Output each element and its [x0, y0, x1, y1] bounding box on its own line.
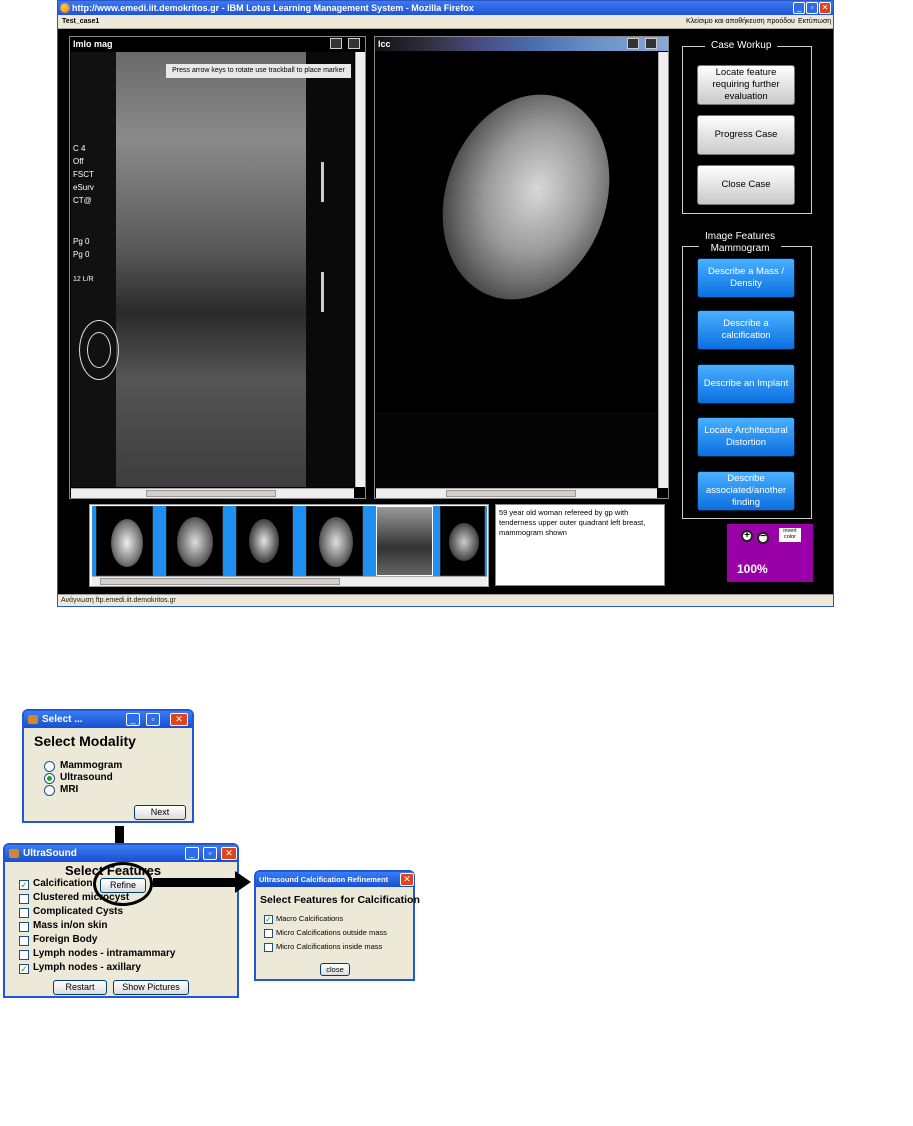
maximize-icon[interactable]: ▫ — [146, 713, 160, 726]
describe-implant-button[interactable]: Describe an Implant — [697, 364, 795, 404]
minimize-icon[interactable]: _ — [185, 847, 199, 860]
close-icon[interactable]: ✕ — [400, 873, 414, 886]
radio-mammogram[interactable] — [44, 761, 55, 772]
panel-title: lmlo mag — [73, 39, 113, 49]
progress-case-button[interactable]: Progress Case — [697, 115, 795, 155]
thumbnail-1[interactable] — [96, 506, 153, 576]
highlight-circle — [93, 862, 153, 906]
checkbox-clustered-microcyst[interactable] — [19, 894, 29, 904]
checkbox-foreign-body[interactable] — [19, 936, 29, 946]
refine-button[interactable]: Refine — [100, 878, 146, 893]
refinement-heading: Select Features for Calcification — [260, 894, 420, 906]
scan-labels: C 4 Off FSCT eSurv CT@ Pg 0 Pg 0 12 L/R — [73, 144, 94, 283]
checkbox-label: Mass in/on skin — [33, 920, 108, 931]
maximize-panel-icon[interactable] — [645, 38, 657, 49]
thumbnail-6[interactable] — [440, 506, 485, 576]
browser-title: http://www.emedi.iit.demokritos.gr - IBM Lotus Learning Management System - Mozilla Firefox — [72, 3, 474, 13]
radio-mri[interactable] — [44, 785, 55, 796]
thumbnail-5-selected[interactable] — [376, 506, 433, 576]
checkbox-label: Lymph nodes - intramammary — [33, 948, 176, 959]
reset-icon[interactable] — [330, 38, 342, 49]
close-case-button[interactable]: Close Case — [697, 165, 795, 205]
describe-mass-button[interactable]: Describe a Mass / Density — [697, 258, 795, 298]
case-workup-title: Case Workup — [705, 40, 777, 51]
hint-banner: Press arrow keys to rotate use trackball to place marker — [166, 64, 351, 78]
minimize-icon[interactable]: _ — [793, 2, 805, 14]
reset-icon[interactable] — [627, 38, 639, 49]
describe-calcification-button[interactable]: Describe a calcification — [697, 310, 795, 350]
locate-distortion-button[interactable]: Locate Architectural Distortion — [697, 417, 795, 457]
checkbox-label: Clustered microcyst — [33, 892, 130, 903]
thumbnail-3[interactable] — [236, 506, 293, 576]
checkbox-label: Calcification — [33, 878, 93, 889]
image-features-group — [682, 231, 812, 519]
print-link[interactable]: Εκτύπωση — [798, 18, 832, 25]
checkbox-macro[interactable]: ✓ — [265, 915, 272, 924]
maximize-icon[interactable]: ▫ — [203, 847, 217, 860]
arrowhead-icon — [235, 871, 251, 893]
select-modality-dialog — [22, 709, 194, 823]
maximize-icon[interactable]: ▫ — [806, 2, 818, 14]
browser-toolbar — [58, 15, 833, 29]
case-description: 59 year old woman refereed by gp with tenderness upper outer quadrant left breast, mammogram shown — [495, 504, 665, 586]
radio-ultrasound[interactable] — [44, 773, 55, 784]
radio-label: Ultrasound — [60, 772, 113, 783]
zoom-level: 100% — [737, 562, 768, 576]
browser-title-bar — [58, 1, 833, 15]
checkbox-label: Lymph nodes - axillary — [33, 962, 141, 973]
thumbnail-4[interactable] — [306, 506, 363, 576]
radio-label: Mammogram — [60, 760, 123, 771]
firefox-logo-icon — [60, 3, 70, 13]
dialog-title: UltraSound — [5, 845, 237, 862]
close-icon[interactable]: ✕ — [221, 847, 237, 860]
image-panel-lcc — [374, 36, 669, 499]
arrow-right-icon — [153, 878, 235, 887]
next-button[interactable]: Next — [134, 805, 186, 820]
vertical-scrollbar[interactable] — [355, 52, 365, 487]
horizontal-scrollbar[interactable] — [376, 488, 657, 498]
dialog-title: Select ... — [24, 711, 192, 728]
case-workup-group — [682, 40, 812, 214]
tab-test-case[interactable]: Test_case1 — [62, 18, 100, 25]
ultrasound-image[interactable] — [71, 52, 354, 487]
locate-feature-button[interactable]: Locate feature requiring further evaluation — [697, 65, 795, 105]
checkbox-label: Macro Calcifications — [276, 914, 344, 923]
java-icon — [28, 715, 38, 724]
checkbox-lymph-intramammary[interactable] — [19, 950, 29, 960]
checkbox-calcification[interactable]: ✓ — [20, 880, 28, 890]
vertical-scrollbar[interactable] — [658, 52, 668, 488]
zoom-out-icon[interactable]: − — [757, 532, 769, 544]
checkbox-complicated-cysts[interactable] — [19, 908, 29, 918]
horizontal-scrollbar[interactable] — [71, 488, 354, 498]
close-save-progress-link[interactable]: Κλείσιμο και αποθήκευση προόδου — [686, 18, 795, 25]
modality-heading: Select Modality — [34, 733, 136, 749]
checkbox-label: Micro Calcifications outside mass — [276, 928, 387, 937]
maximize-panel-icon[interactable] — [348, 38, 360, 49]
image-features-title: Image Features Mammogram — [699, 231, 781, 255]
zoom-in-icon[interactable]: + — [741, 530, 753, 542]
java-icon — [9, 849, 19, 858]
checkbox-mass-skin[interactable] — [19, 922, 29, 932]
invert-color-button[interactable]: invert color — [779, 528, 801, 542]
browser-window — [57, 0, 834, 607]
thumbnail-strip — [89, 504, 489, 587]
dialog-title: Ultrasound Calcification Refinement — [256, 872, 413, 887]
minimize-icon[interactable]: _ — [126, 713, 140, 726]
close-icon[interactable]: ✕ — [170, 713, 188, 726]
thumbnail-2[interactable] — [166, 506, 223, 576]
features-heading: Select Features — [65, 863, 162, 878]
show-pictures-button[interactable]: Show Pictures — [113, 980, 189, 995]
panel-title: lcc — [375, 37, 668, 51]
close-icon[interactable]: ✕ — [819, 2, 831, 14]
checkbox-label: Micro Calcifications inside mass — [276, 942, 383, 951]
calcification-refinement-dialog — [254, 870, 420, 981]
close-button[interactable]: close — [320, 963, 350, 976]
zoom-panel — [727, 524, 813, 582]
status-text: Ανάγνωση ftp.emedi.iit.demokritos.gr — [61, 597, 176, 604]
checkbox-label: Complicated Cysts — [33, 906, 124, 917]
mri-image[interactable] — [376, 52, 657, 488]
checkbox-micro-outside[interactable] — [264, 929, 273, 938]
checkbox-label: Foreign Body — [33, 934, 98, 945]
checkbox-lymph-axillary[interactable]: ✓ — [20, 964, 28, 974]
checkbox-micro-inside[interactable] — [264, 943, 273, 952]
image-panel-lmlo — [69, 36, 366, 499]
radio-label: MRI — [60, 784, 79, 795]
thumbnail-scrollbar[interactable] — [92, 576, 487, 586]
describe-finding-button[interactable]: Describe associated/another finding — [697, 471, 795, 511]
browser-status-bar — [58, 594, 833, 606]
restart-button[interactable]: Restart — [53, 980, 107, 995]
